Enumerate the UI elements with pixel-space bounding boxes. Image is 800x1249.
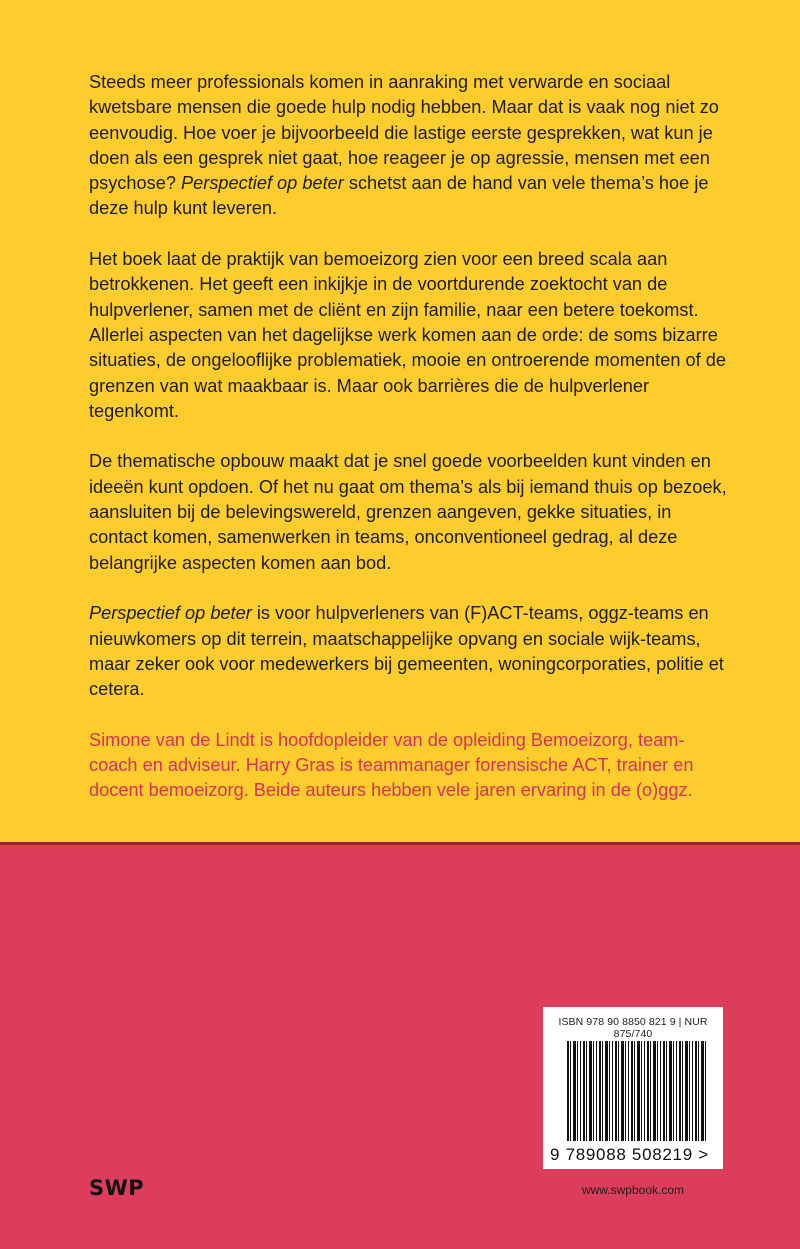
- book-title-italic: Perspectief op beter: [89, 603, 252, 624]
- paragraph-themes: De thematische opbouw maakt dat je snel goede voorbeelden kunt vinden en ideeën kunt opdoen. Of het nu gaat om thema’s als bij iemand thuis op bezoek, aansluiten bij de belevingswereld, grenzen aangeven, gekke situaties, in contact komen, samenwerken in teams, onconventioneel gedrag, al deze belangrijke aspecten komen aan bod.: [89, 451, 727, 573]
- book-title-italic: Perspectief op beter: [181, 173, 344, 194]
- paragraph-practice: Het boek laat de praktijk van bemoeizorg zien voor een breed scala aan betrokkenen. Het geeft een inkijkje in de voortdurende zoektocht van de hulpverlener, samen met de cliënt en zijn familie, naar een betere toekomst. Allerlei aspecten van het dagelijkse werk komen aan de orde: de soms bizarre situaties, de ongelooflijke problematiek, mooie en ontroerende momenten of de grenzen van wat maakbaar is. Maar ook barrières die de hulpverlener tegenkomt.: [89, 249, 726, 421]
- barcode: [567, 1041, 707, 1141]
- paragraph-audience: Perspectief op beter is voor hulpverleners van (F)ACT-teams, oggz-teams en nieuwkomers op dit terrein, maatschappelijke opvang en sociale wijk-teams, maar zeker ook voor medewerkers bij gemeenten, woningcorporaties, politie et cetera.: [89, 603, 724, 700]
- isbn-line: ISBN 978 90 8850 821 9 | NUR 875/740: [558, 1016, 708, 1040]
- website-url: www.swpbook.com: [581, 1183, 685, 1197]
- publisher-logo: SWP: [89, 1176, 145, 1200]
- author-bio: Simone van de Lindt is hoofdopleider van de opleiding Bemoeizorg, team-coach en adviseur. Harry Gras is teammanager forensische ACT, trainer en docent bemoeizorg. Beide auteurs hebben vele jaren ervaring in de (o)ggz.: [89, 729, 694, 801]
- isbn-barcode-box: [543, 1007, 723, 1169]
- barcode-number: 9 789088 508219 >: [550, 1145, 709, 1164]
- paragraph-intro: Steeds meer professionals komen in aanraking met verwarde en sociaal kwetsbare mensen die goede hulp nodig hebben. Maar dat is vaak nog niet zo eenvoudig. Hoe voer je bijvoorbeeld die lastige eerste gesprekken, wat kun je doen als een gesprek niet gaat, hoe reageer je op agressie, mensen met een psychose? Perspectief op beter schetst aan de hand van vele thema’s hoe je deze hulp kunt leveren.: [89, 72, 719, 219]
- back-cover-text: [89, 70, 729, 829]
